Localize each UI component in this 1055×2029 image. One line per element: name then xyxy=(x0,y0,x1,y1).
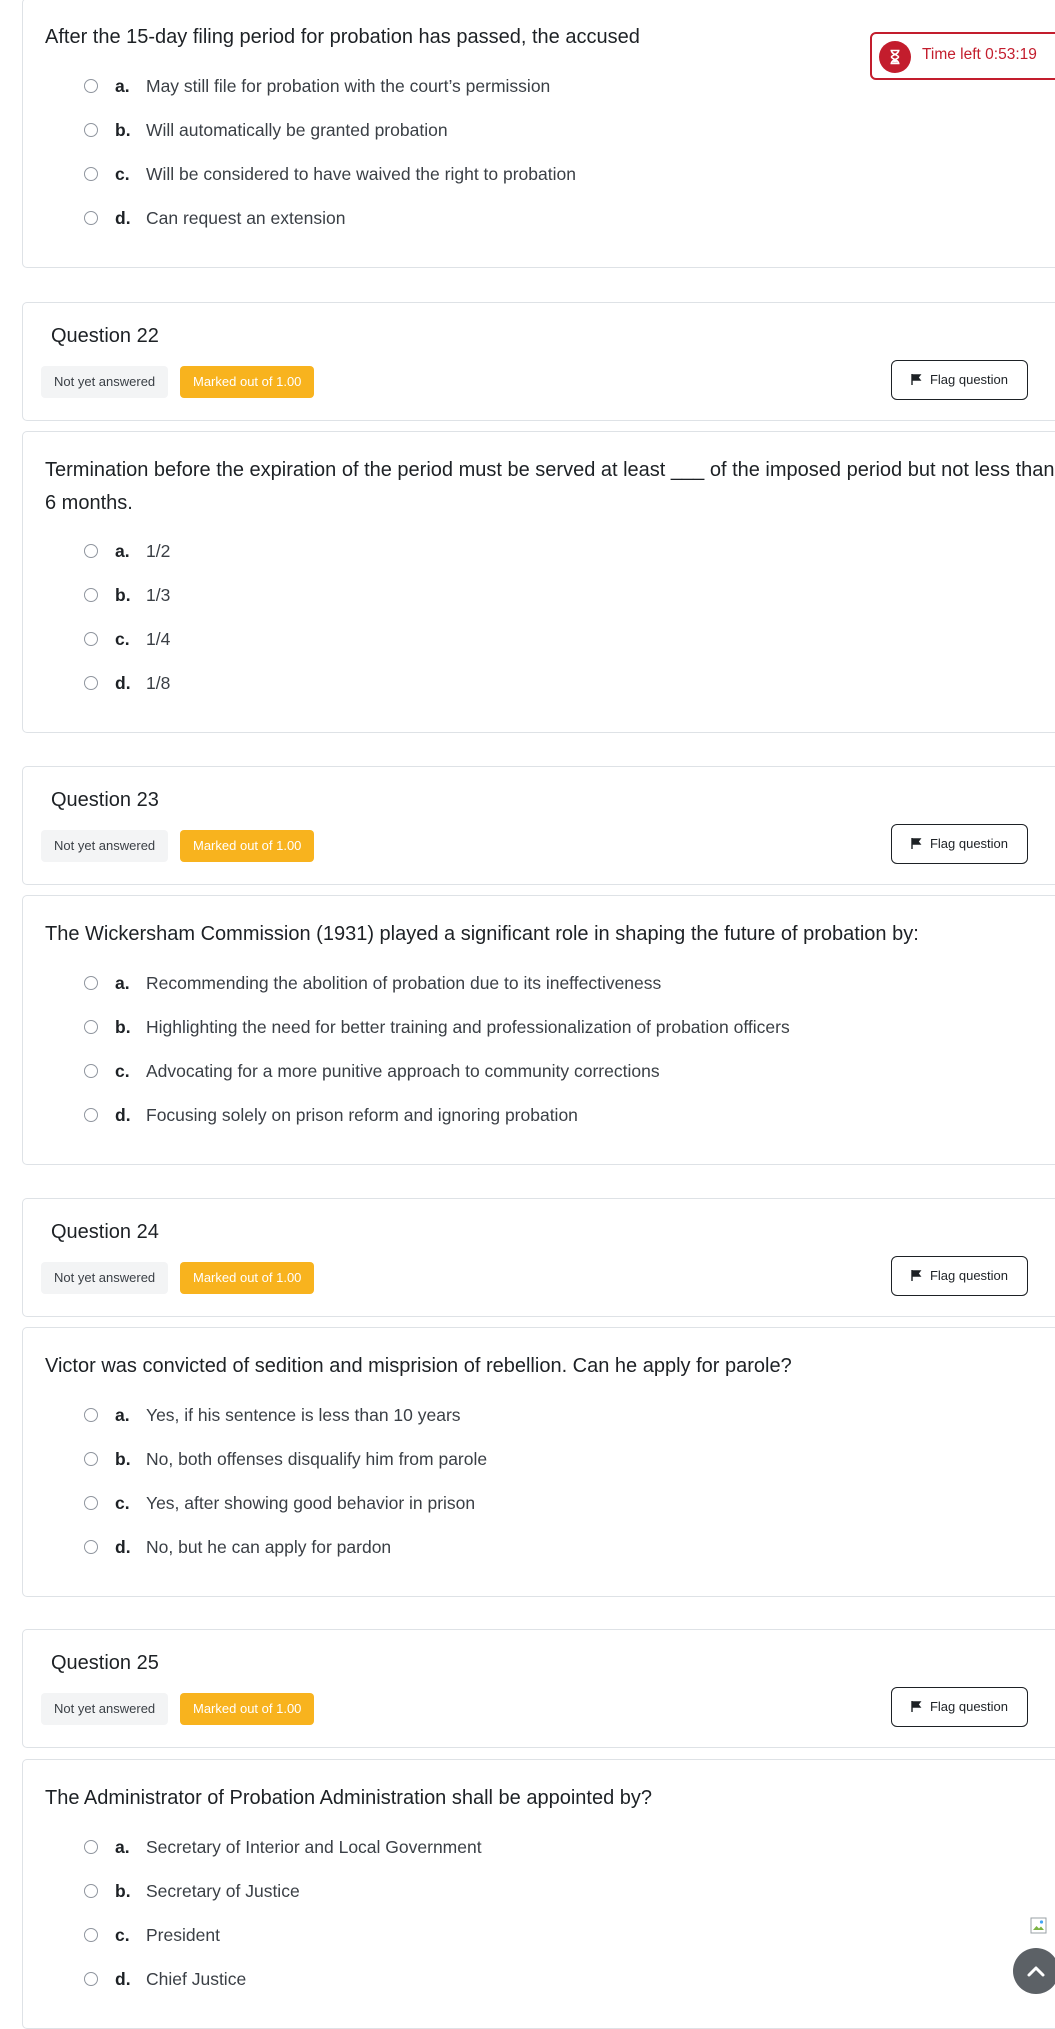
option-letter: c. xyxy=(115,164,130,184)
grade-badge: Marked out of 1.00 xyxy=(180,830,314,862)
radio-button[interactable] xyxy=(84,1972,98,1986)
radio-button[interactable] xyxy=(84,588,98,602)
radio-button[interactable] xyxy=(84,1928,98,1942)
option-label: Yes, if his sentence is less than 10 years xyxy=(146,1405,461,1425)
radio-button[interactable] xyxy=(84,676,98,690)
flag-question-button[interactable] xyxy=(891,824,1028,864)
scroll-to-top-button[interactable] xyxy=(1013,1948,1055,1994)
question-24-text: Victor was convicted of sedition and misprision of rebellion. Can he apply for parole? xyxy=(45,1355,792,1377)
radio-button[interactable] xyxy=(84,1452,98,1466)
option-letter: c. xyxy=(115,1061,130,1081)
question-21-text: After the 15-day filing period for probation has passed, the accused xyxy=(45,26,640,48)
grade-badge: Marked out of 1.00 xyxy=(180,366,314,398)
question-23-heading: Question 23 xyxy=(51,789,159,811)
radio-button[interactable] xyxy=(84,1840,98,1854)
radio-button[interactable] xyxy=(84,544,98,558)
flag-icon xyxy=(911,1701,922,1712)
flag-icon xyxy=(911,1270,922,1281)
flag-icon xyxy=(911,374,922,385)
radio-button[interactable] xyxy=(84,632,98,646)
question-22-heading: Question 22 xyxy=(51,325,159,347)
option-label: Focusing solely on prison reform and ignoring probation xyxy=(146,1105,578,1125)
option-letter: c. xyxy=(115,1493,130,1513)
option-label: President xyxy=(146,1925,220,1945)
flag-question-label: Flag question xyxy=(929,1268,1009,1283)
option-letter: d. xyxy=(115,208,131,228)
option-letter: a. xyxy=(115,1405,130,1425)
option-label: No, both offenses disqualify him from parole xyxy=(146,1449,488,1469)
radio-button[interactable] xyxy=(84,79,98,93)
status-badge: Not yet answered xyxy=(41,830,168,862)
radio-button[interactable] xyxy=(84,1884,98,1898)
grade-badge: Marked out of 1.00 xyxy=(180,1693,314,1725)
option-label: 1/8 xyxy=(146,673,171,693)
flag-question-label: Flag question xyxy=(929,836,1009,851)
question-24-info xyxy=(22,1198,1055,1317)
option-label: Highlighting the need for better training and professionalization of probation officers xyxy=(146,1017,790,1037)
question-24-heading: Question 24 xyxy=(51,1221,159,1243)
radio-button[interactable] xyxy=(84,123,98,137)
grade-badge: Marked out of 1.00 xyxy=(180,1262,314,1294)
question-22-info xyxy=(22,302,1055,421)
option-label: 1/4 xyxy=(146,629,171,649)
option-label: Chief Justice xyxy=(146,1969,247,1989)
question-25-info xyxy=(22,1629,1055,1748)
option-letter: c. xyxy=(115,1925,130,1945)
hourglass-icon xyxy=(879,41,911,73)
option-letter: b. xyxy=(115,1881,131,1901)
radio-button[interactable] xyxy=(84,1496,98,1510)
option-letter: c. xyxy=(115,629,130,649)
timer-block xyxy=(870,32,1055,80)
radio-button[interactable] xyxy=(84,1020,98,1034)
status-badge: Not yet answered xyxy=(41,366,168,398)
flag-question-button[interactable] xyxy=(891,1256,1028,1296)
option-label: Yes, after showing good behavior in prison xyxy=(146,1493,476,1513)
radio-button[interactable] xyxy=(84,1540,98,1554)
option-label: Secretary of Justice xyxy=(146,1881,300,1901)
radio-button[interactable] xyxy=(84,976,98,990)
option-label: Will automatically be granted probation xyxy=(146,120,448,140)
question-25-content xyxy=(22,1759,1055,2029)
option-letter: a. xyxy=(115,1837,130,1857)
option-label: 1/3 xyxy=(146,585,171,605)
flag-question-label: Flag question xyxy=(929,372,1009,387)
option-label: Can request an extension xyxy=(146,208,346,228)
radio-button[interactable] xyxy=(84,1408,98,1422)
question-25-text: The Administrator of Probation Administration shall be appointed by? xyxy=(45,1787,653,1809)
option-letter: a. xyxy=(115,76,130,96)
question-23-info xyxy=(22,766,1055,885)
chevron-up-icon xyxy=(1013,1948,1055,1994)
option-letter: d. xyxy=(115,1537,131,1557)
option-letter: a. xyxy=(115,973,130,993)
question-24-content xyxy=(22,1327,1055,1597)
option-label: Advocating for a more punitive approach to community corrections xyxy=(146,1061,660,1081)
question-22-text: Termination before the expiration of the period must be served at least ___ of the imposed period but not less than 6 months. xyxy=(45,459,1055,514)
radio-button[interactable] xyxy=(84,167,98,181)
option-letter: d. xyxy=(115,673,131,693)
option-label: Secretary of Interior and Local Government xyxy=(146,1837,482,1857)
radio-button[interactable] xyxy=(84,211,98,225)
radio-button[interactable] xyxy=(84,1108,98,1122)
question-23-content xyxy=(22,895,1055,1165)
timer-text: Time left 0:53:19 xyxy=(922,46,1037,63)
option-label: No, but he can apply for pardon xyxy=(146,1537,392,1557)
option-letter: d. xyxy=(115,1105,131,1125)
option-letter: b. xyxy=(115,120,131,140)
option-letter: b. xyxy=(115,1449,131,1469)
question-22-content xyxy=(22,431,1055,733)
flag-icon xyxy=(911,838,922,849)
question-25-heading: Question 25 xyxy=(51,1652,159,1674)
option-label: 1/2 xyxy=(146,541,171,561)
question-23-text: The Wickersham Commission (1931) played a significant role in shaping the future of probation by: xyxy=(45,923,919,945)
flag-question-label: Flag question xyxy=(929,1699,1009,1714)
flag-question-button[interactable] xyxy=(891,360,1028,400)
option-letter: d. xyxy=(115,1969,131,1989)
flag-question-button[interactable] xyxy=(891,1687,1028,1727)
option-letter: b. xyxy=(115,1017,131,1037)
option-label: May still file for probation with the court’s permission xyxy=(146,76,551,96)
status-badge: Not yet answered xyxy=(41,1693,168,1725)
option-letter: b. xyxy=(115,585,131,605)
status-badge: Not yet answered xyxy=(41,1262,168,1294)
broken-image-icon xyxy=(1030,1917,1047,1934)
option-letter: a. xyxy=(115,541,130,561)
option-label: Recommending the abolition of probation due to its ineffectiveness xyxy=(146,973,662,993)
option-label: Will be considered to have waived the right to probation xyxy=(146,164,576,184)
radio-button[interactable] xyxy=(84,1064,98,1078)
